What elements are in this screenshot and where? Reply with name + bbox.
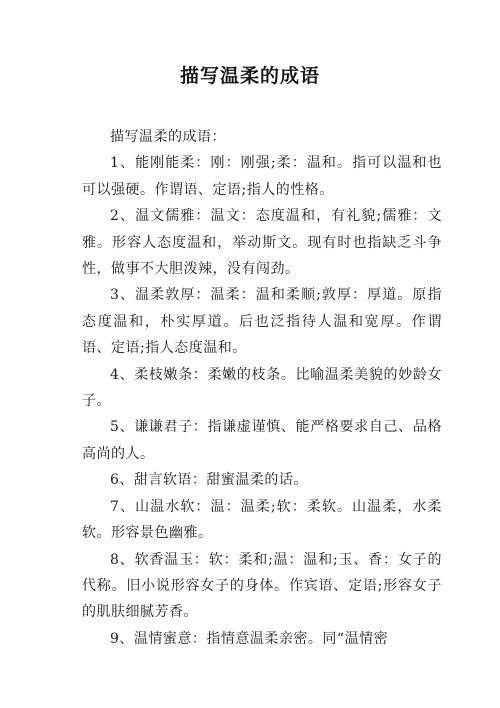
document-body xyxy=(82,124,442,652)
idiom-entry-5: 5、谦谦君子：指谦虚谨慎、能严格要求自己、品格高尚的人。 xyxy=(82,419,442,462)
idiom-entry-3: 3、温柔敦厚：温柔：温和柔顺;敦厚：厚道。原指态度温和，朴实厚道。后也泛指待人温和宽厚。作谓语、定语;指人态度温和。 xyxy=(82,287,442,357)
idiom-entry-4: 4、柔枝嫩条：柔嫩的枝条。比喻温柔美貌的妙龄女子。 xyxy=(82,366,442,410)
paragraph-intro: 描写温柔的成语： xyxy=(110,129,226,145)
idiom-entry-6: 6、甜言软语：甜蜜温柔的话。 xyxy=(110,472,308,489)
idiom-entry-7: 7、山温水软：温：温柔;软：柔软。山温柔，水柔软。形容景色幽雅。 xyxy=(82,498,442,542)
idiom-entry-2: 2、温文儒雅：温文：态度温和，有礼貌;儒雅：文雅。形容人态度温和，举动斯文。现有时也指缺乏斗争性，做事不大胆泼辣，没有闯劲。 xyxy=(82,208,442,278)
document-title: 描写温柔的成语 xyxy=(179,65,320,87)
idiom-entry-1: 1、能刚能柔：刚：刚强;柔：温和。指可以温和也可以强硬。作谓语、定语;指人的性格。 xyxy=(82,155,442,198)
idiom-entry-8: 8、软香温玉：软：柔和;温：温和;玉、香：女子的代称。旧小说形容女子的身体。作宾语、定语;形容女子的肌肤细腻芳香。 xyxy=(82,551,442,621)
idiom-entry-9: 9、温情蜜意：指情意温柔亲密。同“温情密 xyxy=(110,630,389,647)
